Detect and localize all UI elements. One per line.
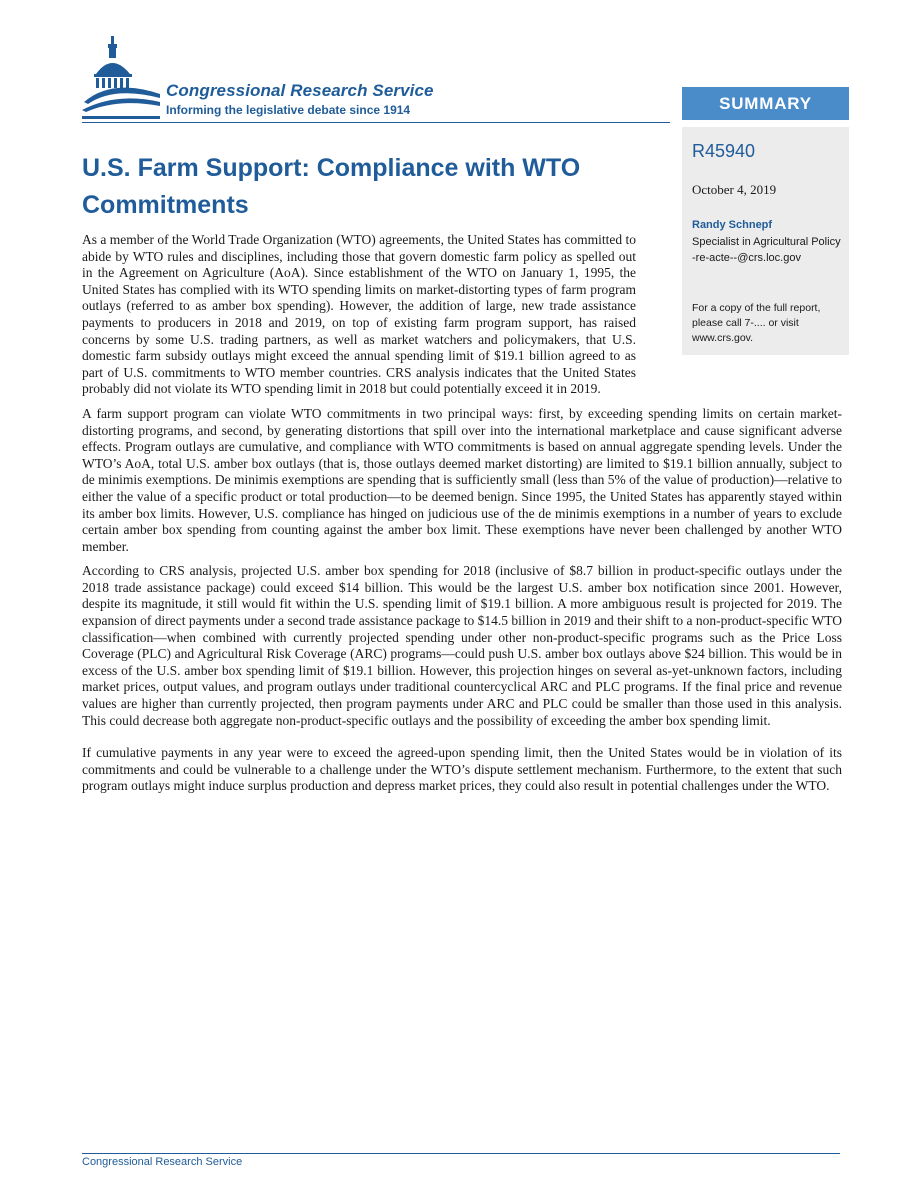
author-email: -re-acte--@crs.loc.gov — [692, 252, 801, 264]
paragraph-3: According to CRS analysis, projected U.S. amber box spending for 2018 (inclusive of $8.7 billion in product-specific outlays under the 2018 trade assistance package) could exceed $14 billion. This would be the largest U.S. amber box notification since 2001. However, despite its magnitude, it still would fit within the U.S. spending limit of $19.1 billion. A more ambiguous result is projected for 2019. The expansion of direct payments under a second trade assistance package to $14.5 billion in 2019 and their shift to a non-product-specific WTO classification—when combined with currently projected spending under other non-product-specific programs such as the Price Loss Coverage (PLC) and Agricultural Risk Coverage (ARC) programs—could push U.S. amber box outlays above $24 billion. This would be in excess of the U.S. amber box spending limit of $19.1 billion. However, this projection hinges on several as-yet-unknown factors, including market prices, output values, and program outlays under traditional countercyclical ARC and PLC programs. If the final price and revenue values are higher than currently projected, then program payments under ARC and PLC could be smaller than those used in this analysis. This could decrease both aggregate non-product-specific outlays and the possibility of exceeding the amber box spending limit. — [82, 563, 842, 728]
capitol-dome-icon — [82, 36, 162, 122]
summary-body — [82, 232, 842, 803]
org-name: Congressional Research Service — [166, 81, 434, 100]
report-date: October 4, 2019 — [692, 182, 777, 197]
footer-text: Congressional Research Service — [82, 1156, 243, 1168]
footer-rule — [82, 1153, 840, 1154]
org-tagline: Informing the legislative debate since 1914 — [166, 103, 411, 117]
report-number: R45940 — [692, 141, 756, 161]
crs-logo — [82, 36, 682, 126]
page-title: U.S. Farm Support: Compliance with WTO Commitments — [82, 154, 581, 219]
paragraph-4: If cumulative payments in any year were to exceed the agreed-upon spending limit, then the United States would be in violation of its commitments and could be vulnerable to a challenge under the WTO’s dispute settlement mechanism. Furthermore, to the extent that such program outlays might induce surplus production and depress market prices, they could also result in potential challenges under the WTO. — [82, 745, 842, 794]
paragraph-2: A farm support program can violate WTO commitments in two principal ways: first, by exceeding spending limits on certain market-distorting programs, and second, by generating distortions that spill over into the international marketplace and cause significant adverse effects. Program outlays are cumulative, and compliance with WTO commitments is based on annual aggregate spending levels. Under the WTO’s AoA, total U.S. amber box outlays (that is, those outlays deemed market distorting) are limited to $19.1 billion annually, subject to de minimis exemptions. De minimis exemptions are spending that is sufficiently small (less than 5% of the value of production)—relative to either the value of a specific product or total production—to be deemed benign. Since 1995, the United States has apparently stayed within its amber box limits. However, U.S. compliance has hinged on judicious use of the de minimis exemptions in a number of years to exclude certain amber box spending from counting against the amber box limit. These exemptions have never been challenged by another WTO member. — [82, 405, 842, 554]
sidebar-spacer — [636, 232, 842, 367]
author-name: Randy Schnepf — [692, 219, 773, 231]
copy-note: For a copy of the full report, please call 7-.... or visit www.crs.gov. — [692, 302, 821, 344]
summary-label: SUMMARY — [682, 87, 849, 120]
author-title: Specialist in Agricultural Policy — [692, 236, 841, 248]
paragraph-1: As a member of the World Trade Organization (WTO) agreements, the United States has committed to abide by WTO rules and disciplines, including those that govern domestic farm policy as spelled out in the Agreement on Agriculture (AoA). Since establishment of the WTO on January 1, 1995, the United States has complied with its WTO spending limits on market-distorting types of farm program outlays (referred to as amber box spending). However, the addition of large, new trade assistance payments to producers in 2018 and 2019, on top of existing farm program support, has raised concerns by some U.S. trading partners, as well as market watchers and policymakers, that U.S. domestic farm subsidy outlays might exceed the annual spending limit of $19.1 billion agreed to as part of U.S. commitments to WTO member countries. CRS analysis indicates that the United States probably did not violate its WTO spending limit in 2018 but could potentially exceed it in 2019. — [82, 232, 636, 397]
header-rule — [82, 122, 670, 123]
